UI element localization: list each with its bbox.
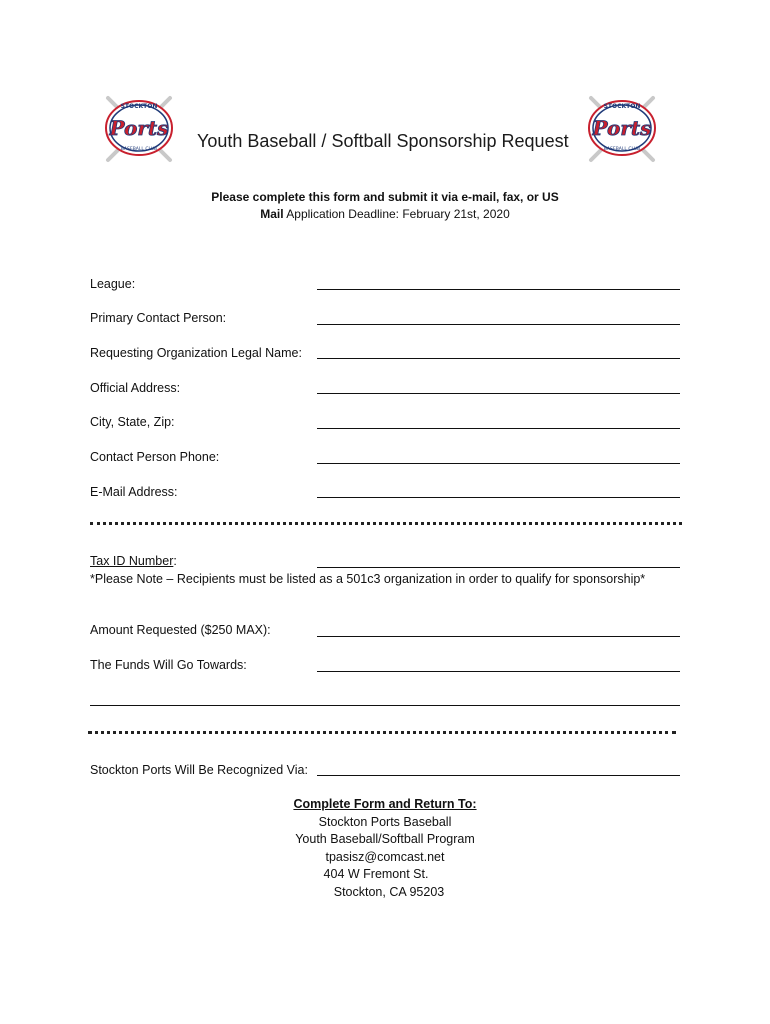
tax-id-note: *Please Note – Recipients must be listed as a 501c3 organization in order to qualify for sponsorship* <box>90 572 646 586</box>
funds-towards-extra-line[interactable] <box>90 705 680 706</box>
return-line-1: Stockton Ports Baseball <box>318 814 452 829</box>
return-address-block <box>0 796 770 901</box>
svg-text:Ports: Ports <box>592 116 652 140</box>
email-address-label: E-Mail Address: <box>90 485 178 499</box>
recognition-field[interactable] <box>317 775 680 776</box>
organization-name-field[interactable] <box>317 358 680 359</box>
svg-text:BASEBALL CLUB: BASEBALL CLUB <box>120 147 158 152</box>
stockton-ports-logo-right <box>581 92 663 164</box>
contact-phone-label: Contact Person Phone: <box>90 450 220 464</box>
primary-contact-field[interactable] <box>317 324 680 325</box>
official-address-label: Official Address: <box>90 381 181 395</box>
return-line-2: Youth Baseball/Softball Program <box>295 832 475 846</box>
intro-line-1: Please complete this form and submit it via e-mail, fax, or US <box>211 190 559 204</box>
intro-mail-word: Mail <box>260 207 284 221</box>
tax-id-label <box>90 554 177 568</box>
dotted-separator <box>90 522 682 525</box>
tax-id-colon: : <box>173 554 177 568</box>
primary-contact-label: Primary Contact Person: <box>90 311 227 325</box>
return-heading: Complete Form and Return To: <box>293 797 477 811</box>
funds-towards-field[interactable] <box>317 671 680 672</box>
city-state-zip-label: City, State, Zip: <box>90 415 175 429</box>
league-field[interactable] <box>317 289 680 290</box>
city-state-zip-field[interactable] <box>317 428 680 429</box>
svg-text:STOCKTON: STOCKTON <box>603 103 641 110</box>
return-city: Stockton, CA 95203 <box>333 884 445 899</box>
return-email: tpasisz@comcast.net <box>325 849 445 864</box>
tax-id-field[interactable] <box>317 567 680 568</box>
funds-towards-label: The Funds Will Go Towards: <box>90 658 247 672</box>
league-label: League: <box>90 277 136 291</box>
amount-requested-label: Amount Requested ($250 MAX): <box>90 623 271 637</box>
contact-phone-field[interactable] <box>317 463 680 464</box>
page-title: Youth Baseball / Softball Sponsorship Request <box>197 131 569 151</box>
svg-text:Ports: Ports <box>109 116 169 140</box>
intro-text <box>0 189 770 223</box>
svg-text:STOCKTON: STOCKTON <box>120 103 158 110</box>
intro-deadline: Application Deadline: February 21st, 2020 <box>283 207 510 221</box>
dotted-separator-2 <box>88 731 676 734</box>
recognition-label: Stockton Ports Will Be Recognized Via: <box>90 763 308 777</box>
stockton-ports-logo-left <box>98 92 180 164</box>
amount-requested-field[interactable] <box>317 636 680 637</box>
email-address-field[interactable] <box>317 497 680 498</box>
return-street: 404 W Fremont St. <box>323 867 429 881</box>
organization-name-label: Requesting Organization Legal Name: <box>90 346 302 360</box>
svg-text:BASEBALL CLUB: BASEBALL CLUB <box>603 147 641 152</box>
tax-id-label-text: Tax ID Number <box>90 554 174 568</box>
official-address-field[interactable] <box>317 393 680 394</box>
